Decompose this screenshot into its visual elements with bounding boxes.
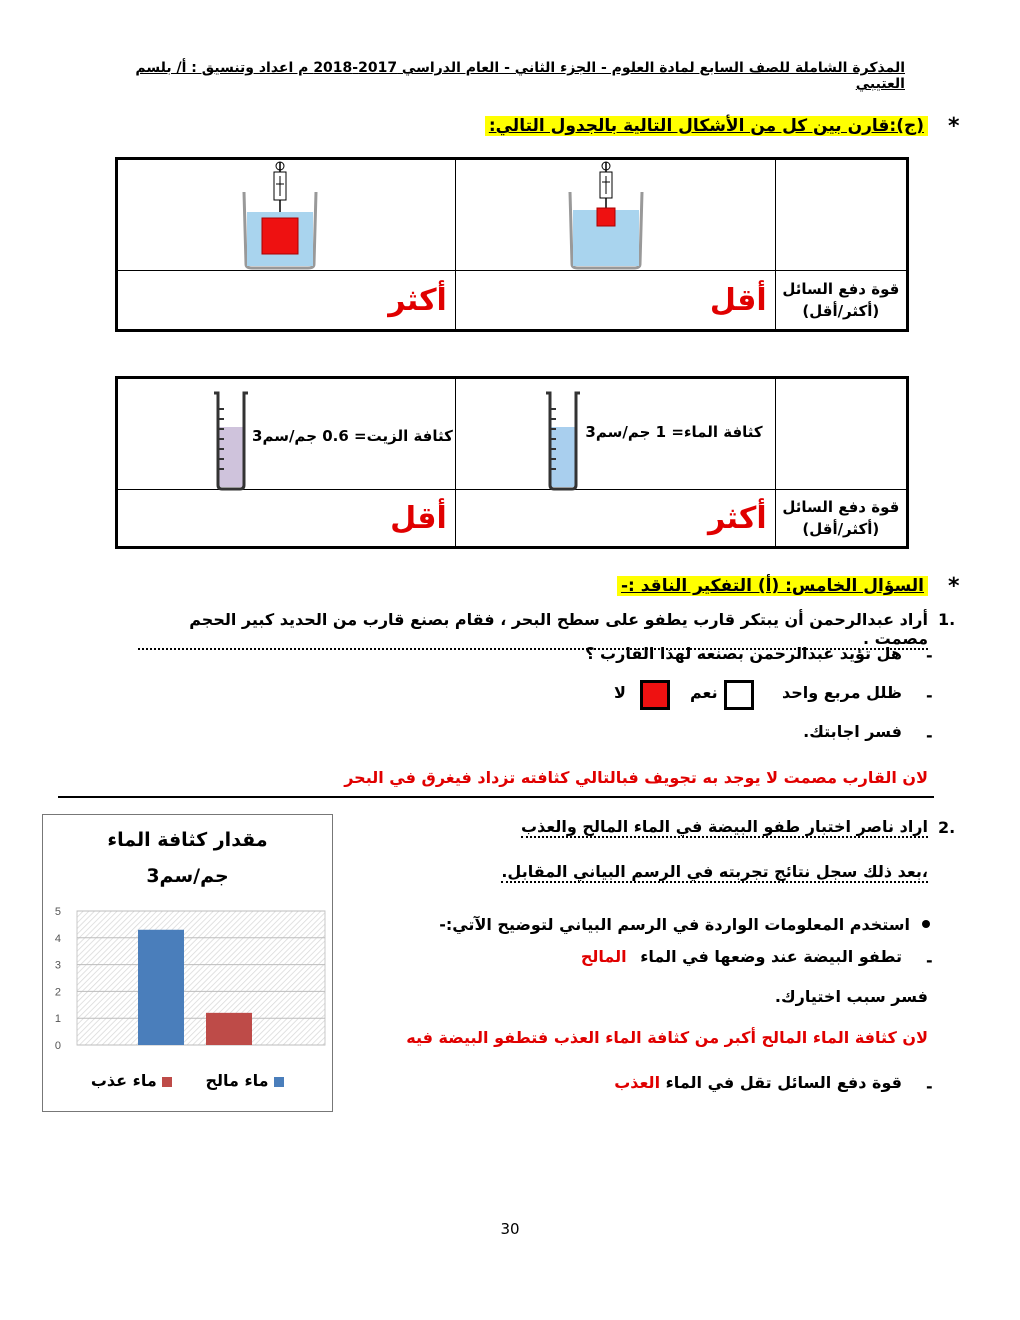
legend-swatch-fresh	[162, 1077, 172, 1087]
answer-water-cell	[455, 490, 775, 548]
section-c-title	[485, 116, 928, 136]
answer-small-cell	[455, 271, 775, 331]
dash-2: -	[926, 686, 933, 705]
dash-3: -	[926, 726, 933, 745]
y-tick-label: 4	[54, 932, 61, 945]
section-5-star: *	[948, 574, 960, 599]
row-label-line1: قوة دفع السائل	[782, 280, 900, 298]
section-star: *	[948, 114, 960, 139]
chart-title-line1: مقدار كثافة الماء	[107, 829, 268, 851]
yes-checkbox[interactable]	[724, 680, 754, 710]
page-number: 30	[500, 1220, 520, 1238]
beaker-large-block-icon	[118, 160, 454, 270]
y-tick-label: 2	[54, 986, 61, 999]
empty-header-cell	[775, 159, 907, 271]
y-tick-label: 1	[54, 1013, 61, 1026]
section-5-title-text: السؤال الخامس: (أ) التفكير الناقد :-	[617, 576, 928, 596]
bar-fresh-water	[206, 1013, 252, 1045]
oil-density-label: كثافة الزيت= 0.6 جم/سم3	[252, 427, 453, 445]
dash-4: -	[926, 951, 933, 970]
row-label-line2: (أكثر/أقل)	[802, 520, 880, 538]
density-chart	[42, 814, 333, 1112]
q1-number: 1.	[938, 610, 956, 629]
q2-sub1-text: تطفو البيضة عند وضعها في الماء	[640, 947, 902, 966]
q2-explain-answer: لان كثافة الماء المالح أكبر من كثافة الماء العذب فتطفو البيضة فيه	[406, 1028, 928, 1047]
large-block-figure	[117, 159, 456, 271]
oil-cylinder-cell	[117, 378, 456, 490]
legend-swatch-salt	[274, 1077, 284, 1087]
legend-label-salt: ماء مالح	[205, 1071, 269, 1090]
answer-large-cell	[117, 271, 456, 331]
q1-text: أراد عبدالرحمن أن يبتكر قارب يطفو على سطح البحر ، فقام بصنع قارب من الحديد كبير الحجم مصمت .	[138, 610, 928, 650]
q2-sub1	[581, 947, 902, 966]
q1-sub1: هل تؤيد عبدالرحمن بصنعه لهذا القارب ؟	[585, 644, 902, 663]
yes-label: نعم	[690, 683, 718, 702]
answer-large-block: أكثر	[388, 282, 447, 318]
row-label-buoyancy	[775, 271, 907, 331]
no-checkbox[interactable]	[640, 680, 670, 710]
q1-answer: لان القارب مصمت لا يوجد به تجويف فبالتالي كثافته تزداد فيغرق في البحر	[344, 768, 928, 787]
chart-plot	[43, 815, 332, 1111]
q1-sub2: ظلل مربع واحد	[781, 683, 902, 702]
y-tick-label: 0	[54, 1040, 61, 1052]
q2-line1: اراد ناصر اختبار طفو البيضة في الماء المالح والعذب	[521, 817, 928, 836]
beaker-small-block-icon	[456, 160, 774, 270]
dash-5: -	[926, 1077, 933, 1096]
answer-small-block: أقل	[709, 282, 767, 318]
comparison-table-1	[115, 157, 909, 332]
legend-label-fresh: ماء عذب	[90, 1071, 157, 1090]
comparison-table-2	[115, 376, 909, 549]
q2-sub2-text: قوة دفع السائل تقل في الماء	[665, 1073, 902, 1092]
row-label-line2: (أكثر/أقل)	[802, 302, 880, 320]
answer-water: أكثر	[708, 500, 767, 536]
answer-oil: أقل	[390, 500, 447, 536]
empty-header-cell-2	[775, 378, 907, 490]
answer-oil-cell	[117, 490, 456, 548]
y-tick-label: 3	[54, 959, 61, 972]
chart-legend	[43, 1071, 332, 1090]
plot-area	[77, 911, 325, 1045]
dash-1: -	[926, 646, 933, 665]
q2-bullet: استخدم المعلومات الواردة في الرسم البياني لتوضيح الآتي:-	[439, 915, 910, 934]
chart-title-line2: جم/سم3	[146, 865, 229, 887]
no-label: لا	[614, 683, 626, 702]
bar-salt-water	[138, 930, 184, 1045]
q1-sub3: فسر اجابتك.	[803, 722, 902, 741]
row-label-line1: قوة دفع السائل	[782, 498, 900, 516]
bullet-dot	[922, 920, 930, 928]
section-c-title-text: (ج):قارن بين كل من الأشكال التالية بالجدول التالي:	[485, 116, 928, 136]
divider-line	[58, 796, 934, 798]
q2-number: 2.	[938, 818, 956, 837]
water-cylinder-cell	[455, 378, 775, 490]
q2-line2: ،بعد ذلك سجل نتائج تجربته في الرسم البياني المقابل.	[501, 862, 928, 881]
y-tick-label: 5	[54, 906, 61, 918]
row-label-buoyancy-2	[775, 490, 907, 548]
q2-sub2	[614, 1073, 902, 1092]
page-header: المذكرة الشاملة للصف السابع لمادة العلوم - الجزء الثاني - العام الدراسي 2017-2018 م اعداد وتنسيق : أ/ بلسم العتيبي	[135, 60, 905, 92]
water-density-label: كثافة الماء= 1 جم/سم3	[585, 423, 763, 441]
small-block-figure	[455, 159, 775, 271]
q2-explain: فسر سبب اختيارك.	[774, 987, 928, 1006]
q2-sub1-answer: المالح	[580, 947, 627, 966]
section-5-title	[617, 576, 928, 596]
q2-sub2-answer: العذب	[614, 1073, 661, 1092]
